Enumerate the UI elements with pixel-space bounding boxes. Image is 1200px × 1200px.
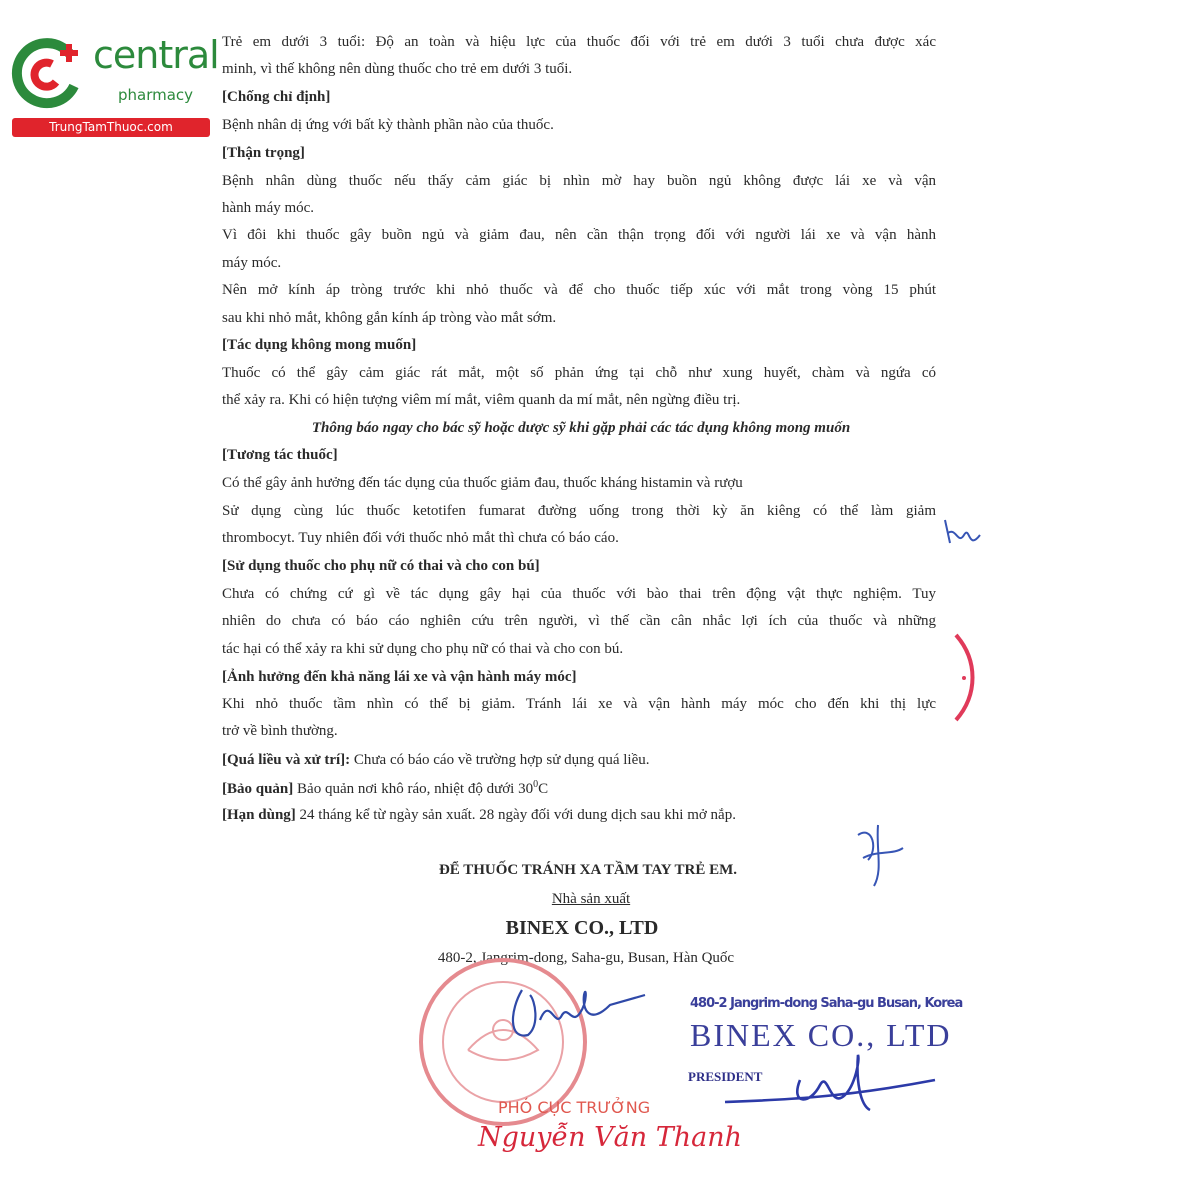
text-line: Bệnh nhân dị ứng với bất kỳ thành phần nào của thuốc. [222, 117, 554, 133]
text-line: thrombocyt. Tuy nhiên đối với thuốc nhỏ mắt thì chưa có báo cáo. [222, 530, 619, 546]
manufacturer-address: 480-2, Jangrim-dong, Saha-gu, Busan, Hàn Quốc [437, 950, 735, 966]
manufacturer-name: BINEX CO., LTD [505, 917, 659, 939]
text-line: trở về bình thường. [222, 723, 338, 739]
shelf-life-text: 24 tháng kể từ ngày sản xuất. 28 ngày đối với dung dịch sau khi mở nắp. [295, 807, 736, 823]
overdose-label: [Quá liều và xử trí]: [222, 752, 351, 768]
text-line: Chưa có chứng cứ gì về tác dụng gây hại của thuốc với bào thai trên động vật thực nghiệm. Tuy [222, 586, 936, 602]
text-line: minh, vì thế không nên dùng thuốc cho trẻ em dưới 3 tuổi. [222, 61, 573, 77]
section-heading: [Tương tác thuốc] [222, 447, 338, 463]
text-line: hành máy móc. [222, 200, 315, 216]
president-signature-icon [720, 1050, 940, 1120]
storage-label: [Bảo quản] [222, 781, 294, 797]
text-line: Khi nhỏ thuốc tầm nhìn có thể bị giảm. Tránh lái xe và vận hành máy móc cho đến khi thị lực [222, 696, 936, 712]
degree-sup: 0 [533, 779, 539, 790]
storage-text: Bảo quản nơi khô ráo, nhiệt độ dưới 30 [293, 781, 534, 797]
text-line: sau khi nhỏ mắt, không gắn kính áp tròng vào mắt sớm. [222, 310, 557, 326]
brand-tagline: pharmacy [118, 86, 194, 104]
text-line: Thuốc có thể gây cảm giác rát mắt, một số phản ứng tại chỗ như xung huyết, chàm và ngứa có [222, 365, 936, 381]
text-line: Trẻ em dưới 3 tuổi: Độ an toàn và hiệu lực của thuốc đối với trẻ em dưới 3 tuổi chưa được xác [222, 34, 936, 50]
deputy-name: Nguyễn Văn Thanh [478, 1122, 742, 1153]
overdose-line [222, 752, 650, 769]
shelf-life-line [222, 807, 736, 824]
stamp-company: BINEX CO., LTD [690, 1017, 952, 1053]
text-line: nhiên do chưa có báo cáo nghiên cứu trên người, vì thế cần cân nhắc lợi ích của thuốc và những [222, 613, 936, 629]
stamp-address: 480-2 Jangrim-dong Saha-gu Busan, Korea [690, 996, 963, 1011]
storage-unit: C [538, 781, 549, 797]
text-line: Bệnh nhân dùng thuốc nếu thấy cảm giác bị nhìn mờ hay buồn ngủ không được lái xe và vận [222, 173, 936, 189]
manufacturer-label: Nhà sản xuất [551, 891, 631, 907]
section-heading: [Thận trọng] [222, 145, 305, 161]
section-heading: [Tác dụng không mong muốn] [222, 337, 417, 353]
storage-line [222, 779, 548, 798]
child-warning: ĐỂ THUỐC TRÁNH XA TẦM TAY TRẺ EM. [438, 862, 738, 878]
brand-name: central [93, 33, 219, 77]
overdose-text: Chưa có báo cáo về trường hợp sử dụng quá liều. [350, 752, 650, 768]
text-line: thể xảy ra. Khi có hiện tượng viêm mí mắt, viêm quanh da mí mắt, nên ngừng điều trị. [222, 392, 741, 408]
section-heading: [Ảnh hưởng đến khả năng lái xe và vận hành máy móc] [222, 669, 577, 685]
shelf-life-label: [Hạn dùng] [222, 807, 296, 823]
section-heading: [Sử dụng thuốc cho phụ nữ có thai và cho con bú] [222, 558, 540, 574]
text-line: Có thể gây ảnh hưởng đến tác dụng của thuốc giảm đau, thuốc kháng histamin và rượu [222, 475, 743, 491]
stamp-title: PRESIDENT [688, 1069, 763, 1084]
initials-mark-icon [848, 820, 908, 892]
brand-logo [8, 33, 219, 139]
brand-url: TrungTamThuoc.com [12, 118, 210, 137]
initials-mark-icon [940, 515, 985, 555]
deputy-signature-icon [500, 965, 650, 1045]
text-line: máy móc. [222, 255, 282, 271]
section-heading: [Chống chỉ định] [222, 89, 331, 105]
text-line: tác hại có thể xảy ra khi sử dụng cho phụ nữ có thai và cho con bú. [222, 641, 624, 657]
seal-edge-icon [948, 630, 978, 725]
text-line: Vì đôi khi thuốc gây buồn ngủ và giảm đau, nên cần thận trọng đối với người lái xe và vận hành [222, 227, 936, 243]
text-line: Sử dụng cùng lúc thuốc ketotifen fumarat đường uống trong thời kỳ ăn kiêng có thể làm giảm [222, 503, 936, 519]
deputy-title: PHÓ CỤC TRƯỞNG [498, 1098, 651, 1117]
pharmacy-cross-icon [8, 34, 90, 114]
text-line: Nên mở kính áp tròng trước khi nhỏ thuốc và để cho thuốc tiếp xúc với mắt trong vòng 15 phút [222, 282, 936, 298]
adverse-effects-notice: Thông báo ngay cho bác sỹ hoặc dược sỹ khi gặp phải các tác dụng không mong muốn [311, 420, 851, 436]
